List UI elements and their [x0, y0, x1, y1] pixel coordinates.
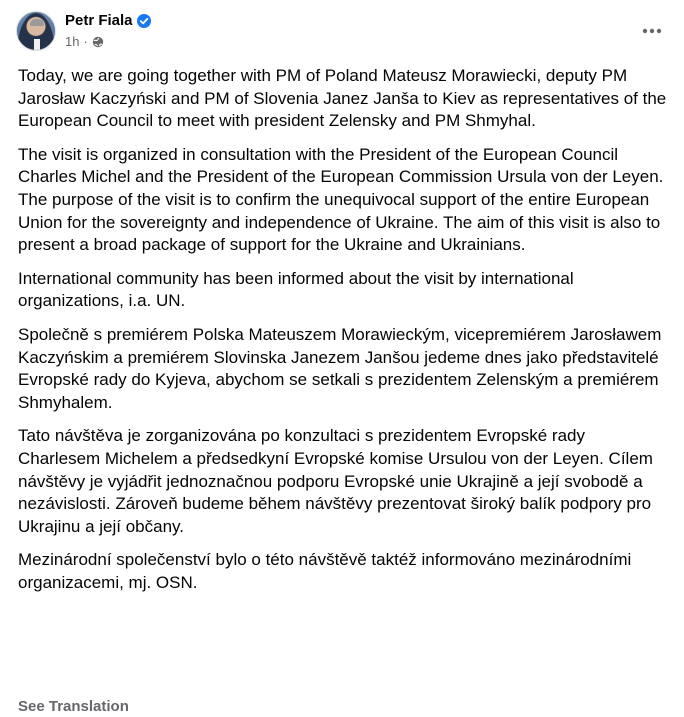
post-timestamp[interactable]: 1h: [65, 34, 80, 49]
globe-icon[interactable]: [92, 36, 104, 48]
see-translation-link[interactable]: See Translation: [18, 698, 129, 715]
author-name[interactable]: Petr Fiala: [65, 12, 133, 29]
post-paragraph: The visit is organized in consultation with the President of the European Council Charles Michel and the President of the European Commission Ursula von der Leyen. The purpose of the visit is to confirm the unequivocal support of the entire European Union for the sovereignty and independence of Ukraine. The aim of this visit is also to present a broad package of support for the Ukraine and Ukrainians.: [18, 144, 664, 255]
meta-separator: ·: [83, 34, 88, 49]
post-paragraph: Společně s premiérem Polska Mateuszem Morawieckým, vicepremiérem Jarosławem Kaczyńskim a premiérem Slovinska Janezem Janšou jedeme dnes jako představitelé Evropské rady do Kyjeva, abychom se setkali s prezidentem Zelenským a premiérem Shmyhalem.: [18, 324, 662, 412]
post-paragraph: Tato návštěva je zorganizována po konzultaci s prezidentem Evropské rady Charlesem Michelem a předsedkyní Evropské komise Ursulou von der Leyen. Cílem návštěvy je vyjádřit jednoznačnou podporu Evropské unie Ukrajině a její svobodě a nezávislosti. Zároveň budeme během návštěvy prezentovat široký balík podpory pro Ukrajinu a její občany.: [18, 426, 653, 536]
post-paragraph: Today, we are going together with PM of Poland Mateusz Morawiecki, deputy PM Jarosław Kaczyński and PM of Slovenia Janez Janša to Kiev as representatives of the European Council to meet with president Zelensky and PM Shmyhal.: [18, 66, 667, 131]
verified-badge-icon: [137, 14, 151, 28]
more-options-button[interactable]: [634, 12, 670, 48]
author-row: [65, 11, 151, 31]
author-avatar[interactable]: [16, 11, 56, 51]
post-body: [18, 65, 670, 605]
post-paragraph: International community has been informed about the visit by international organizations, i.a. UN.: [18, 268, 574, 311]
post-header-text: [65, 11, 151, 50]
post-paragraph: Mezinárodní společenství bylo o této návštěvě taktéž informováno mezinárodními organizacemi, mj. OSN.: [18, 550, 632, 592]
more-options-icon: [642, 21, 662, 39]
post-header: [16, 11, 151, 55]
post-meta: [65, 34, 151, 50]
